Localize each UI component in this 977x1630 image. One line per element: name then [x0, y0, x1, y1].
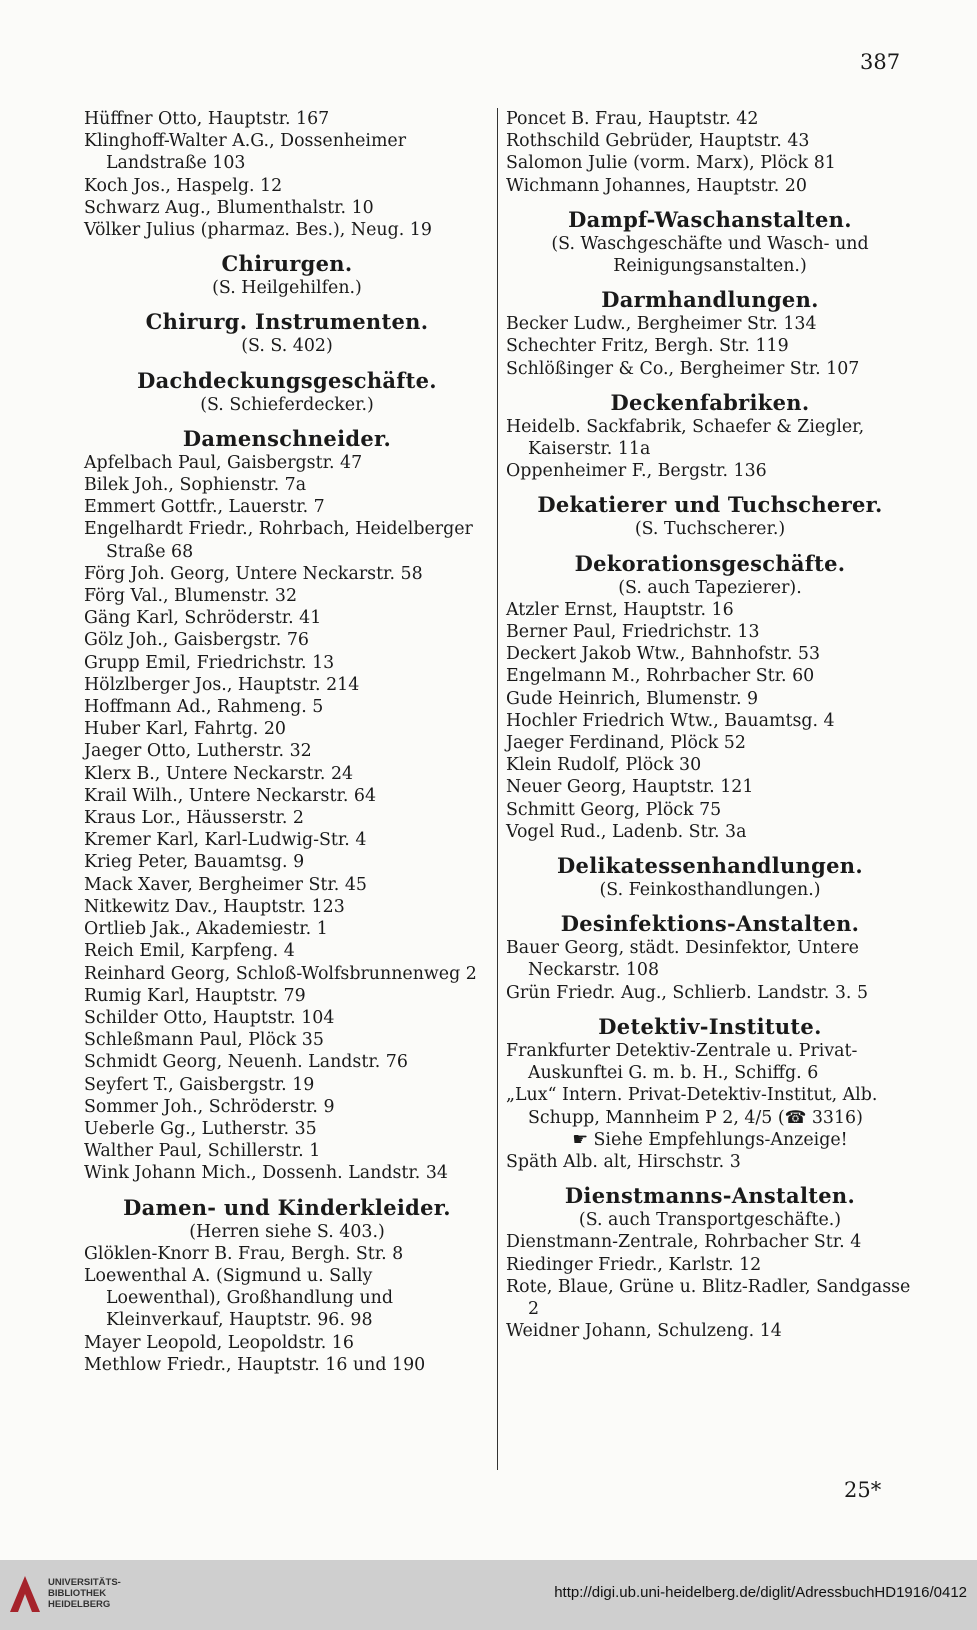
directory-entry: Förg Val., Blumenstr. 32: [84, 586, 298, 607]
directory-entry: Bilek Joh., Sophienstr. 7a: [84, 475, 307, 496]
section-heading: Damen- und Kinderkleider.: [123, 1194, 451, 1220]
directory-entry: Krieg Peter, Bauamtsg. 9: [84, 852, 305, 873]
directory-entry: Nitkewitz Dav., Hauptstr. 123: [84, 896, 345, 917]
directory-entry: Becker Ludw., Bergheimer Str. 134: [506, 314, 817, 335]
directory-entry: Förg Joh. Georg, Untere Neckarstr. 58: [84, 563, 423, 584]
directory-entry: „Lux“ Intern. Privat-Detektiv-Institut, Alb. Schupp, Mannheim P 2, 4/5 (☎ 3316): [506, 1085, 878, 1128]
directory-entry: Salomon Julie (vorm. Marx), Plöck 81: [506, 153, 836, 174]
directory-entry: Vogel Rud., Ladenb. Str. 3a: [506, 821, 747, 842]
section-heading: Damenschneider.: [182, 425, 392, 451]
directory-entry: Rumig Karl, Hauptstr. 79: [84, 985, 306, 1006]
directory-entry: Apfelbach Paul, Gaisbergstr. 47: [84, 452, 363, 473]
directory-entry: Klinghoff-Walter A.G., Dossenheimer Landstraße 103: [84, 131, 407, 174]
directory-entry: Jaeger Ferdinand, Plöck 52: [506, 733, 746, 754]
cross-reference: (S. auch Transportgeschäfte.): [578, 1210, 842, 1231]
column-divider: [497, 108, 498, 1470]
directory-entry: Wichmann Johannes, Hauptstr. 20: [506, 175, 807, 196]
section-heading: Detektiv-Institute.: [598, 1013, 822, 1039]
directory-entry: Hölzlberger Jos., Hauptstr. 214: [84, 674, 360, 695]
library-logo-icon: [8, 1574, 42, 1614]
directory-entry: Schechter Fritz, Bergh. Str. 119: [506, 336, 789, 357]
directory-entry: Jaeger Otto, Lutherstr. 32: [84, 741, 312, 762]
right-column: [506, 108, 914, 1342]
directory-entry: Gölz Joh., Gaisbergstr. 76: [84, 630, 309, 651]
directory-entry: Krail Wilh., Untere Neckarstr. 64: [84, 785, 377, 806]
directory-entry: Wink Johann Mich., Dossenh. Landstr. 34: [84, 1163, 448, 1184]
directory-entry: Schilder Otto, Hauptstr. 104: [84, 1007, 335, 1028]
directory-entry: Heidelb. Sackfabrik, Schaefer & Ziegler, Kaiserstr. 11a: [506, 416, 865, 460]
directory-entry: Deckert Jakob Wtw., Bahnhofstr. 53: [506, 644, 821, 665]
section-heading: Chirurgen.: [221, 251, 353, 277]
directory-entry: Rote, Blaue, Grüne u. Blitz-Radler, Sandgasse 2: [506, 1276, 911, 1319]
directory-entry: Schmidt Georg, Neuenh. Landstr. 76: [84, 1052, 408, 1073]
directory-entry: Schleßmann Paul, Plöck 35: [84, 1030, 324, 1051]
directory-entry: Sommer Joh., Schröderstr. 9: [84, 1096, 335, 1117]
directory-entry: Bauer Georg, städt. Desinfektor, Untere Neckarstr. 108: [506, 938, 859, 981]
library-name: UNIVERSITÄTS- BIBLIOTHEK HEIDELBERG: [48, 1577, 121, 1610]
directory-entry: Glöklen-Knorr B. Frau, Bergh. Str. 8: [84, 1243, 404, 1264]
directory-entry: Klein Rudolf, Plöck 30: [506, 755, 702, 776]
directory-entry: Reich Emil, Karpfeng. 4: [84, 941, 295, 962]
section-heading: Dekatierer und Tuchscherer.: [537, 492, 883, 518]
directory-entry: Ueberle Gg., Lutherstr. 35: [84, 1118, 317, 1139]
directory-entry: Berner Paul, Friedrichstr. 13: [506, 622, 760, 643]
directory-entry: Schwarz Aug., Blumenthalstr. 10: [84, 197, 374, 218]
directory-entry: Mack Xaver, Bergheimer Str. 45: [84, 874, 367, 895]
directory-entry: Koch Jos., Haspelg. 12: [84, 175, 283, 196]
directory-entry: Gäng Karl, Schröderstr. 41: [84, 608, 322, 629]
directory-entry: Schmitt Georg, Plöck 75: [506, 799, 722, 820]
directory-entry: Engelhardt Friedr., Rohrbach, Heidelberger Straße 68: [84, 519, 473, 562]
directory-entry: Engelmann M., Rohrbacher Str. 60: [506, 666, 815, 687]
section-heading: Desinfektions-Anstalten.: [560, 911, 860, 937]
section-heading: Darmhandlungen.: [601, 287, 819, 313]
directory-entry: Poncet B. Frau, Hauptstr. 42: [506, 109, 759, 129]
directory-entry: Mayer Leopold, Leopoldstr. 16: [84, 1332, 354, 1353]
page-number: 387: [860, 50, 901, 74]
directory-entry: Dienstmann-Zentrale, Rohrbacher Str. 4: [506, 1232, 862, 1253]
signature-mark: 25*: [844, 1478, 882, 1502]
directory-entry: Gude Heinrich, Blumenstr. 9: [506, 688, 759, 709]
directory-entry: Späth Alb. alt, Hirschstr. 3: [506, 1151, 741, 1172]
cross-reference: (Herren siehe S. 403.): [189, 1221, 385, 1242]
directory-entry: Oppenheimer F., Bergstr. 136: [506, 461, 767, 482]
section-heading: Dekorationsgeschäfte.: [574, 550, 846, 576]
directory-entry: Grün Friedr. Aug., Schlierb. Landstr. 3. 5: [506, 982, 869, 1003]
directory-entry: Kremer Karl, Karl-Ludwig-Str. 4: [84, 830, 367, 851]
directory-entry: Rothschild Gebrüder, Hauptstr. 43: [506, 131, 810, 152]
directory-entry: Weidner Johann, Schulzeng. 14: [506, 1321, 782, 1342]
directory-entry: Atzler Ernst, Hauptstr. 16: [506, 599, 734, 620]
cross-reference: (S. Feinkosthandlungen.): [599, 880, 821, 901]
directory-entry: Seyfert T., Gaisbergstr. 19: [84, 1074, 315, 1095]
cross-reference: (S. auch Tapezierer).: [618, 577, 802, 598]
directory-entry: Riedinger Friedr., Karlstr. 12: [506, 1254, 762, 1275]
viewer-footer: [0, 1560, 977, 1630]
left-column: [84, 108, 490, 1376]
directory-entry: Reinhard Georg, Schloß-Wolfsbrunnenweg 2: [84, 963, 477, 984]
source-url-link[interactable]: http://digi.ub.uni-heidelberg.de/diglit/AdressbuchHD1916/0412: [554, 1584, 967, 1601]
section-heading: Chirurg. Instrumenten.: [145, 309, 429, 335]
directory-entry: Völker Julius (pharmaz. Bes.), Neug. 19: [84, 220, 432, 241]
directory-entry: Methlow Friedr., Hauptstr. 16 und 190: [84, 1354, 426, 1375]
cross-reference: (S. Schieferdecker.): [200, 394, 374, 415]
cross-reference: ☛ Siehe Empfehlungs-Anzeige!: [572, 1129, 848, 1150]
directory-entry: Walther Paul, Schillerstr. 1: [84, 1141, 321, 1162]
directory-entry: Neuer Georg, Hauptstr. 121: [506, 777, 754, 798]
cross-reference: (S. Waschgeschäfte und Wasch- und Reinigungsanstalten.): [551, 233, 869, 277]
cross-reference: (S. Heilgehilfen.): [212, 278, 362, 299]
section-heading: Dachdeckungsgeschäfte.: [137, 367, 437, 393]
directory-entry: Hochler Friedrich Wtw., Bauamtsg. 4: [506, 710, 835, 731]
section-heading: Dampf-Waschanstalten.: [568, 206, 852, 232]
directory-entry: Emmert Gottfr., Lauerstr. 7: [84, 497, 325, 518]
cross-reference: (S. Tuchscherer.): [634, 519, 786, 540]
directory-entry: Grupp Emil, Friedrichstr. 13: [84, 652, 335, 673]
directory-entry: Huber Karl, Fahrtg. 20: [84, 719, 286, 740]
directory-entry: Ortlieb Jak., Akademiestr. 1: [84, 919, 328, 940]
cross-reference: (S. S. 402): [241, 336, 333, 357]
directory-entry: Hüffner Otto, Hauptstr. 167: [84, 109, 330, 129]
section-heading: Dienstmanns-Anstalten.: [564, 1183, 856, 1209]
directory-entry: Frankfurter Detektiv-Zentrale u. Privat-Auskunftei G. m. b. H., Schiffg. 6: [506, 1040, 858, 1084]
section-heading: Delikatessenhandlungen.: [557, 853, 863, 879]
directory-entry: Schlößinger & Co., Bergheimer Str. 107: [506, 358, 860, 379]
directory-entry: Kraus Lor., Häusserstr. 2: [84, 808, 304, 829]
section-heading: Deckenfabriken.: [610, 389, 810, 415]
directory-entry: Klerx B., Untere Neckarstr. 24: [84, 763, 354, 784]
directory-entry: Loewenthal A. (Sigmund u. Sally Loewenthal), Großhandlung und Kleinverkauf, Hauptstr. 96. 98: [84, 1265, 393, 1331]
directory-entry: Hoffmann Ad., Rahmeng. 5: [84, 697, 324, 718]
